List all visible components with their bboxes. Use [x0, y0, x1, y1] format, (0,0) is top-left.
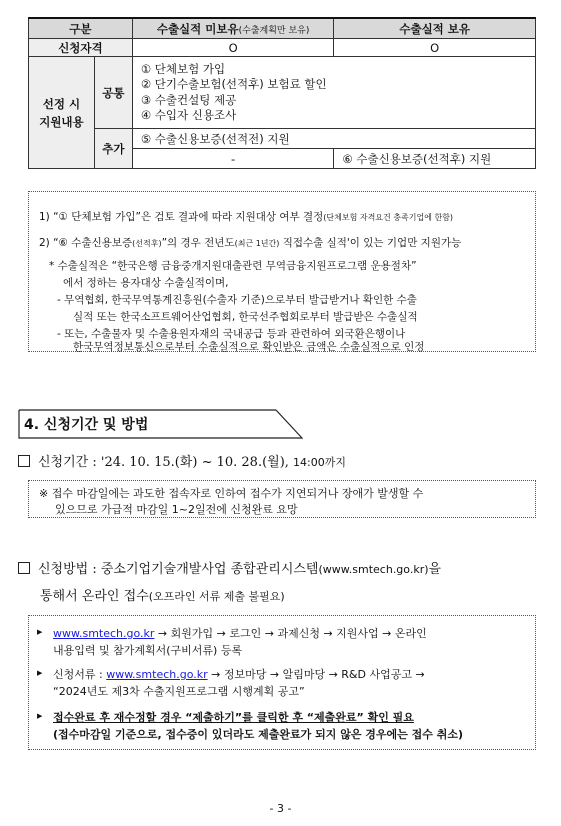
deadline-note-line: 있으므로 가급적 마감일 1~2일전에 신청완료 요망 [55, 503, 298, 516]
notes-box [28, 191, 536, 352]
note-star-line: 에서 정하는 용자대상 수출실적이며, [63, 277, 229, 289]
common-item: ④ 수입자 신용조사 [140, 108, 237, 122]
deadline-note-line: ※ 접수 마감일에는 과도한 접속자로 인하여 접수가 지연되거나 장애가 발생할 수 [39, 487, 424, 500]
checkbox-square-icon [18, 455, 30, 467]
guide-item-1: www.smtech.go.kr → 회원가입 → 로그인 → 과제신청 → 지원사업 → 온라인 [53, 627, 427, 640]
extra-no-record: - [132, 149, 334, 169]
eligibility-no-record: O [132, 39, 334, 57]
guide-box [28, 615, 536, 750]
note-1: 1) “① 단체보험 가입”은 검토 결과에 따라 지원대상 여부 결정(단체보험 자격요건 충족기업에 한함) [39, 211, 454, 223]
header-no-record: 수출실적 미보유(수출계획만 보유) [132, 18, 334, 39]
support-content-label: 선정 시 지원내용 [29, 57, 95, 169]
common-item: ② 단기수출보험(선적후) 보험료 할인 [140, 77, 327, 91]
guide-item-1-line2: 내용입력 및 참가계획서(구비서류) 등록 [53, 644, 243, 657]
table-header-row [29, 18, 536, 39]
guide-item-2: 신청서류 : www.smtech.go.kr → 정보마당 → 알림마당 → R&D 사업공고 → [53, 668, 425, 681]
note-star-line: 실적 또는 한국소프트웨어산업협회, 한국선주협회로부터 발급받은 수출실적 [73, 311, 418, 323]
header-category: 구분 [29, 18, 133, 39]
extra-label: 추가 [94, 129, 132, 169]
page-number: - 3 - [269, 802, 292, 815]
common-row [29, 57, 536, 129]
extra-item-5: ⑤ 수출신용보증(선적전) 지원 [132, 129, 535, 149]
support-table [28, 17, 536, 169]
extra-row-1 [29, 129, 536, 149]
note-star-line: - 또는, 수출물자 및 수출용원자재의 국내공급 등과 관련하여 외국환은행이나 [57, 328, 406, 340]
bullet-triangle-icon: ▶ [37, 712, 43, 720]
application-period: 신청기간 : '24. 10. 15.(화) ~ 10. 28.(월), 14:00까지 [18, 451, 346, 470]
guide-item-3: 접수완료 후 재수정할 경우 “제출하기”를 클릭한 후 “제출완료” 확인 필요 [53, 711, 414, 724]
bullet-triangle-icon: ▶ [37, 669, 43, 677]
smtech-link[interactable]: www.smtech.go.kr [106, 668, 208, 681]
common-item: ① 단체보험 가입 [140, 61, 226, 76]
guide-item-2-line2: “2024년도 제3차 수출지원프로그램 시행계획 공고” [53, 685, 305, 698]
eligibility-label: 신청자격 [29, 39, 133, 57]
smtech-link[interactable]: www.smtech.go.kr [53, 627, 155, 640]
application-method: 신청방법 : 중소기업기술개발사업 종합관리시스템(www.smtech.go.kr)을 [18, 558, 441, 577]
note-star-line: * 수출실적은 “한국은행 금융중개지원대출관련 무역금융지원프로그램 운용절차” [49, 260, 417, 272]
common-item: ③ 수출컨설팅 제공 [140, 92, 237, 107]
section-title: 4. 신청기간 및 방법 [24, 417, 149, 433]
header-has-record: 수출실적 보유 [334, 18, 536, 39]
application-method-line2: 통해서 온라인 접수(오프라인 서류 제출 불필요) [40, 589, 285, 604]
guide-item-3-line2: (접수마감일 기준으로, 접수증이 있더라도 제출완료가 되지 않은 경우에는 접수 취소) [53, 728, 463, 741]
extra-item-6: ⑥ 수출신용보증(선적후) 지원 [334, 149, 536, 169]
note-2: 2) “⑥ 수출신용보증(선적후)”의 경우 전년도(최근 1년간) 직접수출 실적'이 있는 기업만 지원가능 [39, 237, 462, 249]
note-star-line: - 무역협회, 한국무역통계진흥원(수출자 기준)으로부터 발급받거나 확인한 수출 [57, 294, 417, 306]
note-star-line: 한국무역정보통신으로부터 수출실적으로 확인받은 금액은 수출실적으로 인정 [73, 341, 425, 353]
eligibility-has-record: O [334, 39, 536, 57]
bullet-triangle-icon: ▶ [37, 628, 43, 636]
common-label: 공통 [94, 57, 132, 129]
common-items [132, 57, 535, 129]
eligibility-row [29, 39, 536, 57]
deadline-note-box [28, 480, 536, 518]
checkbox-square-icon [18, 562, 30, 574]
